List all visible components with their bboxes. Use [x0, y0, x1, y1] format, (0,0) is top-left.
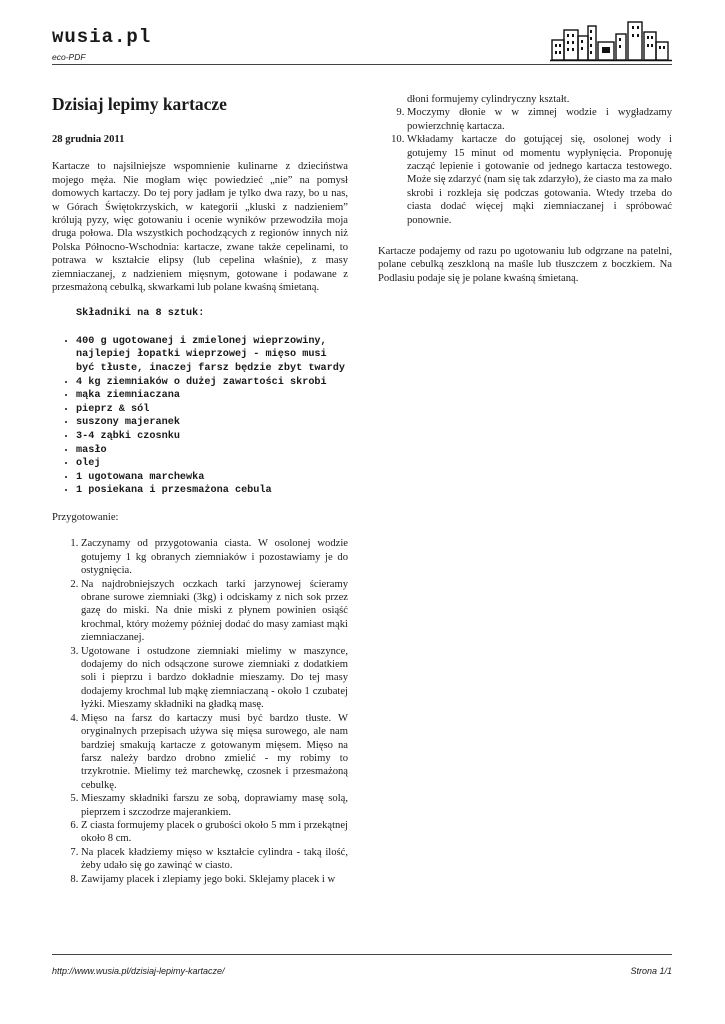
list-item: • 1 posiekana i przesmażona cebula — [76, 484, 348, 498]
list-item: • 3-4 ząbki czosnku — [76, 430, 348, 444]
list-item: • mąka ziemniaczana — [76, 389, 348, 403]
article-title: Dzisiaj lepimy kartacze — [52, 94, 227, 114]
page-number: Strona 1/1 — [630, 966, 672, 976]
list-item: 4. Mięso na farsz do kartaczy musi być bardzo tłuste. W oryginalnych przepisach używa się mięsa surowego, ale nam bardziej smakują kartacze z gotowanym mięsem. Mięso na farsz należy bardzo drobno zmielić - my robimy to trzykrotnie. Mielimy też marchewkę, czosnek i przesmażoną cebulkę. — [81, 712, 348, 792]
list-item: • suszony majeranek — [76, 416, 348, 430]
list-item: • olej — [76, 457, 348, 471]
list-item: 1. Zaczynamy od przygotowania ciasta. W osolonej wodzie gotujemy 1 kg obranych ziemniaków i pozostawiamy je do ostygnięcia. — [81, 537, 348, 577]
page-footer — [52, 966, 672, 976]
list-item: 9. Moczymy dłonie w w zimnej wodzie i wygładzamy powierzchnię kartacza. — [407, 106, 672, 133]
list-item: 10. Wkładamy kartacze do gotującej się, osolonej wody i gotujemy 15 minut od momentu wypłynięcia. Proponuję zacząć lepienie i gotowanie od jednego kartacza testowego. Może się zdarzyć (nam się tak zdarzyło), że ciasto ma za mało skrobi i rozkleja się podczas gotowania. Wtedy trzeba do ciasta dodać więcej mąki ziemniaczanej i spróbować ponownie. — [407, 133, 672, 227]
article-date: 28 grudnia 2011 — [52, 134, 125, 145]
site-name[interactable]: wusia.pl — [52, 26, 152, 48]
list-item: • pieprz & sól — [76, 403, 348, 417]
ingredients-list — [52, 335, 348, 498]
step-continuation: dłoni formujemy cylindryczny kształt. — [407, 94, 570, 105]
intro-paragraph: Kartacze to najsilniejsze wspomnienie kulinarne z dzieciństwa mojego męża. Nie mogłam więc powiedzieć „nie” na pomysł domowych kartaczy. Do tej pory jadłam je tylko dwa razy, bo u nas, w Górach Świętokrzyskich, w kategorii „kluski z nadzieniem” królują pyzy, więc gotowaniu i ocenie wyników przewodziła moja druga połowa. Dla wszystkich pochodzących z regionów innych niż Polska Północno-Wschodnia: kartacze, zwane także cepelinami, to potrawa w kształcie elipsy (lub cepelina właśnie), z masy ziemniaczanej, z nadzieniem mięsnym, gotowane i podawane z przesmażoną cebulką, skwarkami lub polane kwaśną śmietaną. — [52, 161, 348, 294]
footer-divider — [52, 954, 672, 955]
list-item: 5. Mieszamy składniki farszu ze sobą, doprawiamy masę solą, pieprzem i szczodrze majerankiem. — [81, 792, 348, 819]
left-column — [52, 94, 348, 899]
list-item: • 4 kg ziemniaków o dużej zawartości skrobi — [76, 376, 348, 390]
list-item: 6. Z ciasta formujemy placek o grubości około 5 mm i przekątnej około 8 cm. — [81, 819, 348, 846]
list-item: 8. Zawijamy placek i zlepiamy jego boki. Sklejamy placek i w — [81, 873, 348, 886]
list-item: • masło — [76, 444, 348, 458]
page-header — [52, 20, 672, 88]
closing-paragraph: Kartacze podajemy od razu po ugotowaniu lub odgrzane na patelni, polane cebulką zeszkloną na maśle lub tłuszczem z boczkiem. Na Podlasiu podaje się je polane kwaśną śmietaną. — [378, 246, 672, 284]
footer-url-link[interactable]: http://www.wusia.pl/dzisiaj-lepimy-kartacze/ — [52, 966, 225, 976]
steps-list-continued — [378, 106, 672, 227]
site-subtitle: eco-PDF — [52, 52, 86, 62]
ingredients-heading: Składniki na 8 sztuk: — [76, 308, 205, 320]
header-divider — [52, 64, 672, 65]
list-item: • 1 ugotowana marchewka — [76, 471, 348, 485]
steps-list — [52, 537, 348, 886]
preparation-heading: Przygotowanie: — [52, 512, 119, 523]
list-item: 2. Na najdrobniejszych oczkach tarki jarzynowej ścieramy obrane surowe ziemniaki (3kg) i odciskamy z nich sok przez gazę do miski. Na dnie miski z płynem powinien osiąść krochmal, który możemy później dodać do masy zamiast mąki ziemniaczanej. — [81, 578, 348, 645]
list-item: • 400 g ugotowanej i zmielonej wieprzowiny, najlepiej łopatki wieprzowej - mięso musi być tłuste, inaczej farsz będzie zbyt twardy — [76, 335, 348, 376]
city-skyline-logo-icon — [550, 20, 672, 62]
right-column — [378, 93, 672, 298]
list-item: 7. Na placek kładziemy mięso w kształcie cylindra - taką ilość, żeby udało się go zawinąć w ciasto. — [81, 846, 348, 873]
list-item: 3. Ugotowane i ostudzone ziemniaki mielimy w maszynce, dodajemy do nich odsączone surowe ziemniaki z dodatkiem soli i pieprzu i bardzo dokładnie mieszamy. Do tej masy dodajemy krochmal lub mąkę ziemniaczaną - około 1 czubatej łyżki. Mieszamy składniki na gładką masę. — [81, 645, 348, 712]
